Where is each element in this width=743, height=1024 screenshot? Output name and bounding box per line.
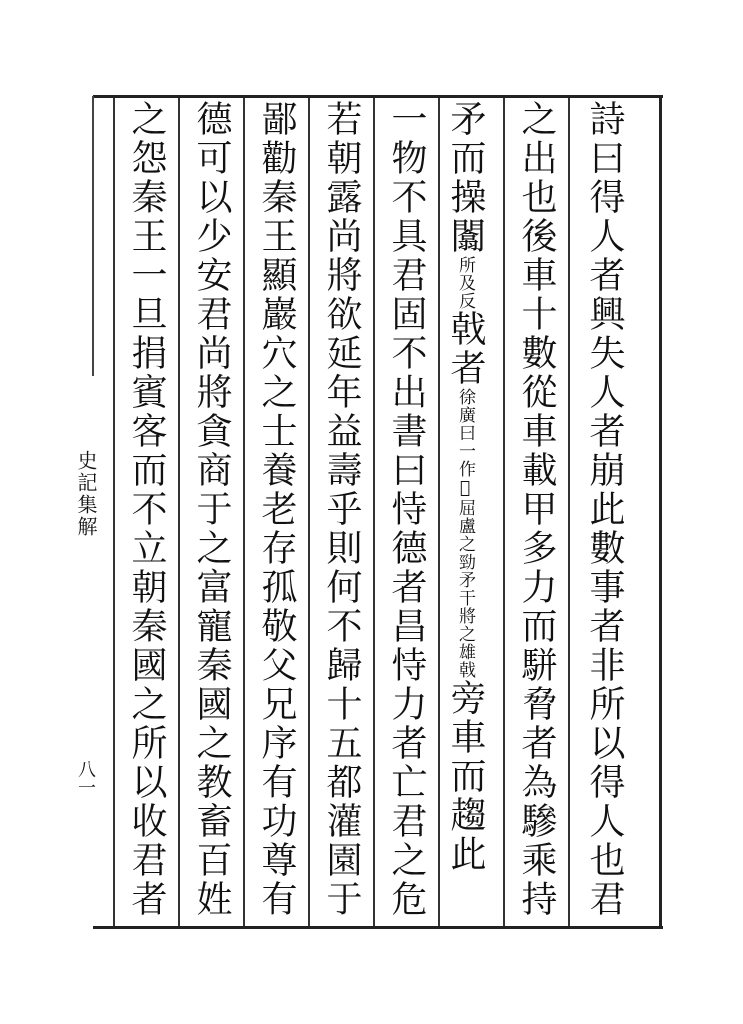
text-column-5: 若朝露尚將欲延年益壽乎則何不歸十五都灌園于 [321, 100, 362, 919]
text-column-3 [445, 100, 486, 874]
column-divider [243, 98, 245, 926]
column-divider [113, 98, 115, 926]
column-divider [178, 98, 180, 926]
text-column-6: 鄙勸秦王顯巖穴之士養老存孤敬父兄序有功尊有 [256, 100, 297, 919]
column-divider [503, 98, 505, 926]
margin-book-title: 史記集解 [74, 450, 98, 538]
text-column-4: 一物不具君固不出書曰恃德者昌恃力者亡君之危 [386, 100, 427, 919]
column-3-main-1: 矛而操闟 [445, 100, 486, 256]
column-divider [438, 98, 440, 926]
text-column-7: 德可以少安君尚將貪商于之富寵秦國之教畜百姓 [191, 100, 232, 919]
column-3-main-2: 戟者 [445, 310, 486, 388]
column-divider [568, 98, 570, 926]
column-3-annotation-1: 所及反 [455, 256, 475, 310]
column-divider [373, 98, 375, 926]
margin-page-number: 八一 [75, 760, 96, 796]
frame-right-border [659, 95, 662, 929]
text-column-8: 之怨秦王一旦捐賓客而不立朝秦國之所以收君者 [126, 100, 167, 919]
column-3-annotation-2: 徐廣曰一作𫿯屈盧之勁矛干將之雄戟 [455, 388, 475, 679]
text-column-2: 之出也後車十數從車載甲多力而駢脅者為驂乘持 [516, 100, 557, 919]
text-column-1: 詩曰得人者興失人者崩此數事者非所以得人也君 [584, 100, 625, 919]
column-3-main-3: 旁車而趨此 [445, 679, 486, 874]
column-divider [308, 98, 310, 926]
frame-bottom-border [93, 926, 663, 929]
